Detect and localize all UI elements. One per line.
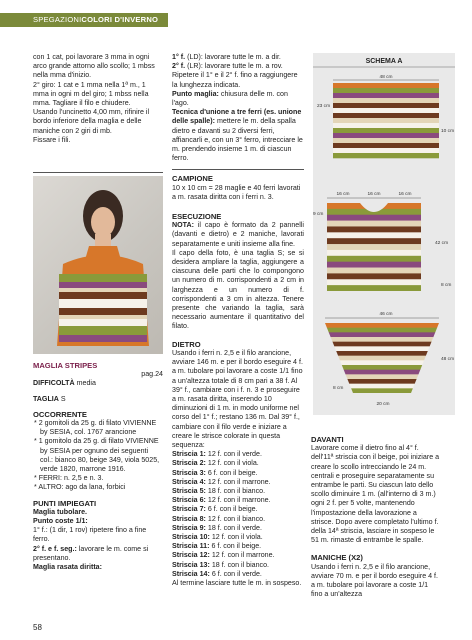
stripe-item: Striscia 13: 18 f. con il bianco. [172, 560, 270, 569]
schema-stripe [325, 332, 439, 337]
front-panel [327, 203, 421, 291]
schema-stripe [325, 346, 439, 351]
schema-stripe [325, 351, 439, 356]
stripe-item: Striscia 10: 12 f. con il viola. [172, 532, 263, 541]
schema-stripe [327, 273, 421, 279]
divider [33, 172, 163, 173]
schema-stripe [333, 148, 439, 153]
schema-stripe [325, 360, 439, 365]
schema-stripe [325, 379, 439, 384]
schema-title: SCHEMA A [365, 58, 403, 65]
section-title: COLORI D'INVERNO [81, 15, 159, 24]
stitch-note: Ripetere il 1° e il 2° f. fino a raggiungere la lunghezza indicata. [172, 71, 298, 89]
schema-stripe [333, 133, 439, 138]
material-item: * 1 gomitolo da 25 g. di filato VIVIENNE by SESIA per ognuno dei seguenti col.: bianco 80, beige 349, viola 5025, verde 1820, marrone 1916. [34, 437, 160, 474]
divider [172, 169, 304, 170]
svg-text:48 cm: 48 cm [441, 357, 455, 362]
stripe-item: Striscia 9: 18 f. con il verde. [172, 523, 262, 532]
stripe-list [172, 450, 304, 579]
schema-stripe [327, 262, 421, 268]
schema-stripe [333, 113, 439, 118]
schema-stripe [327, 285, 421, 291]
section-label: SPEGAZIONI [33, 15, 82, 24]
stitch-row: 1° f. (LD): lavorare tutte le m. a dir. [172, 53, 281, 61]
schema-stripe [327, 232, 421, 238]
material-item: * 2 gomitoli da 25 g. di filato VIVIENNE by SESIA, col. 1767 arancione [34, 419, 157, 437]
gauge-text: 10 x 10 cm = 28 maglie e 40 ferri lavorati a m. rasata diritta con i ferri n. 3. [172, 183, 301, 201]
front-title: DAVANTI [311, 435, 344, 444]
svg-text:23 cm: 23 cm [317, 104, 331, 109]
stitch-row: 2° f. (LR): lavorare tutte le m. a rov. [172, 62, 283, 71]
schema-stripe [327, 268, 421, 274]
back-title: DIETRO [172, 339, 201, 349]
model-title: MAGLIA STRIPES [33, 361, 98, 370]
svg-text:46 cm: 46 cm [379, 312, 393, 317]
schema-stripe [327, 256, 421, 262]
schema-stripe [333, 98, 439, 103]
svg-text:16 cm: 16 cm [336, 192, 350, 197]
stripe-item: Striscia 11: 6 f. con il beige. [172, 542, 262, 551]
stitch-row: 2° f. e f. seg.: lavorare le m. come si presentano. [33, 544, 149, 562]
schema-stripe [333, 118, 439, 123]
schema-panel [313, 53, 455, 415]
sleeves-text: Usando i ferri n. 2,5 e il filo arancione, avviare 70 m. e per il bordo eseguire 4 f. a m. tubolare poi lavorare a coste 1/1 fino a un'altezza [311, 562, 438, 599]
model-illustration [33, 176, 163, 354]
stripe-item: Striscia 12: 12 f. con il marrone. [172, 551, 275, 560]
stitch-row: Punto maglia: chiusura delle m. con l'ago. [172, 89, 288, 108]
difficulty-value: media [76, 379, 96, 388]
schema-stripe [333, 143, 439, 148]
schema-stripe [327, 221, 421, 227]
sleeves-title: MANICHE (X2) [311, 553, 363, 563]
stitch-name: Maglia tubolare. [33, 507, 87, 516]
schema-stripe [327, 279, 421, 285]
intro-paragraph: con 1 cat, poi lavorare 3 mma in ogni arco grande attorno allo scollo; 1 mbss nella mma d'inizio. [33, 53, 155, 80]
schema-stripe [325, 365, 439, 370]
stripe-item: Striscia 8: 12 f. con il bianco. [172, 514, 266, 523]
model-photo [33, 176, 163, 354]
schema-stripe [327, 244, 421, 250]
page-number: 58 [33, 623, 42, 632]
intro-paragraph: Fissare i fili. [33, 135, 71, 144]
stripe-item: Striscia 6: 12 f. con il marrone. [172, 496, 271, 505]
schema-stripe [333, 108, 439, 113]
section-header [0, 13, 168, 27]
schema-stripe [327, 209, 421, 215]
svg-text:8 cm: 8 cm [333, 386, 344, 391]
schema-stripe [325, 342, 439, 347]
schema-stripe [327, 215, 421, 221]
execution-title: ESECUZIONE [172, 212, 222, 222]
gauge-title: CAMPIONE [172, 174, 213, 184]
svg-text:16 cm: 16 cm [367, 192, 381, 197]
size-value: S [60, 394, 66, 403]
schema-stripe [325, 370, 439, 375]
schema-stripe [325, 374, 439, 379]
schema-stripe [325, 328, 439, 333]
svg-text:48 cm: 48 cm [379, 75, 393, 80]
material-item: * ALTRO: ago da lana, forbici [34, 483, 126, 492]
stitch-name: Punto coste 1/1: [33, 517, 88, 526]
intro-paragraph: Usando l'uncinetto 4,00 mm, rifinire il bordo inferiore della maglia e delle maniche con 2 giri di mb. [33, 108, 150, 135]
stripe-item: Striscia 7: 6 f. con il beige. [172, 505, 258, 514]
schema-stripe [333, 128, 439, 133]
stripe-item: Striscia 3: 6 f. con il beige. [172, 468, 258, 477]
schema-stripe [333, 88, 439, 93]
page-reference: pag.24 [141, 370, 163, 379]
sleeve-panel [325, 323, 439, 393]
svg-text:42 cm: 42 cm [435, 241, 449, 246]
stripe-item: Striscia 1: 12 f. con il verde. [172, 450, 262, 459]
svg-text:9 cm: 9 cm [313, 212, 324, 217]
stitches-title: PUNTI IMPIEGATI [33, 498, 97, 508]
schema-stripe [327, 250, 421, 256]
svg-text:20 cm: 20 cm [376, 402, 390, 407]
back-panel [333, 83, 439, 158]
svg-text:8 cm: 8 cm [441, 283, 452, 288]
stripe-item: Striscia 14: 6 f. con il verde. [172, 569, 262, 578]
svg-text:16 cm: 16 cm [398, 192, 412, 197]
stripe-item: Striscia 4: 12 f. con il marrone. [172, 477, 271, 486]
schema-stripe [333, 138, 439, 143]
intro-paragraph: 2° giro: 1 cat e 1 mma nella 1ª m., 1 mma in ogni m del giro; 1 mbss nella mma. Tagliare il filo e chiudere. [33, 80, 149, 108]
schema-stripe [333, 153, 439, 158]
stitch-name: Maglia rasata diritta: [33, 563, 102, 572]
model-info [33, 361, 163, 572]
front-text: Lavorare come il dietro fino al 4° f. dell'11ª striscia con il beige, poi iniziare a creare lo scollo intrecciando le 24 m. centrali e proseguire separatamente su entrambe le parti. Su ciascun lato dello scollo diminuire 1 m. (all'interno di 3 m.) ogni 2 f. per 5 volte, mantenendo l'impostazione della lavorazione a strisce. Dopo avere completato l'ultimo f. della 14ª striscia, lasciare in sospeso le 51 m. rimaste di entrambe le spalle. [311, 444, 440, 545]
schema-stripe [333, 103, 439, 108]
schema-stripe [333, 93, 439, 98]
schema-stripe [325, 337, 439, 342]
schema-diagram [313, 53, 455, 415]
schema-stripe [325, 323, 439, 328]
svg-text:10 cm: 10 cm [441, 129, 455, 134]
stripe-item: Striscia 5: 18 f. con il bianco. [172, 486, 266, 495]
column-1 [33, 53, 163, 145]
technique: Tecnica d'unione a tre ferri (es. unione delle spalle): mettere le m. della spalla dietro e davanti su 2 diversi ferri, affiancarli e, con un 3° ferro, intrecciare le m. prendendo insieme 1 m. di ciascun ferro. [172, 108, 303, 163]
material-item: * FERRI: n. 2,5 e n. 3. [34, 474, 104, 483]
schema-stripe [327, 203, 421, 209]
schema-stripe [327, 226, 421, 232]
size-label: TAGLIA [33, 394, 59, 403]
back-text: Usando i ferri n. 2,5 e il filo arancione, avviare 146 m. e per il bordo eseguire 4 f. a m. tubolare poi lavorare a coste 1/1 fino a un'altezza totale di 8 cm pari a 38 f. Al 39° f., cambiare con i f. n. 3 e proseguire a m. rasata diritta, inserendo 10 diminuzioni di 1 m. in modo uniforme nel corso del 1° f.; restano 136 m. Dal 39° f., cambiare con il filo verde e iniziare a creare le strisce colorate in questa sequenza: [172, 348, 303, 449]
difficulty-label: DIFFICOLTÀ [33, 379, 75, 388]
schema-stripe [325, 356, 439, 361]
column-3 [311, 435, 441, 599]
schema-stripe [333, 83, 439, 88]
stitch-row: 1° f.: (1 dir, 1 rov) ripetere fino a fine ferro. [33, 526, 147, 544]
schema-stripe [327, 238, 421, 244]
back-end: Al termine lasciare tutte le m. in sospeso. [172, 578, 302, 587]
note: NOTA: il capo è formato da 2 pannelli (davanti e dietro) e 2 maniche, lavorati separatamente e uniti insieme alla fine. [172, 221, 304, 248]
schema-stripe [333, 123, 439, 128]
materials-title: OCCORRENTE [33, 409, 88, 419]
note-text: Il capo della foto, è una taglia S; se si desidera ampliare la taglia, aggiungere a ciascuna delle parti che lo compongono un numero di m. corrispondenti a 2 cm in larghezza e un numero di f. corrispondenti a 3 cm in altezza. Tenere presente che variando la taglia, sarà necessario aumentare il quantitativo del filato. [172, 248, 304, 331]
stripe-item: Striscia 2: 12 f. con il viola. [172, 459, 259, 468]
column-2 [172, 53, 304, 588]
